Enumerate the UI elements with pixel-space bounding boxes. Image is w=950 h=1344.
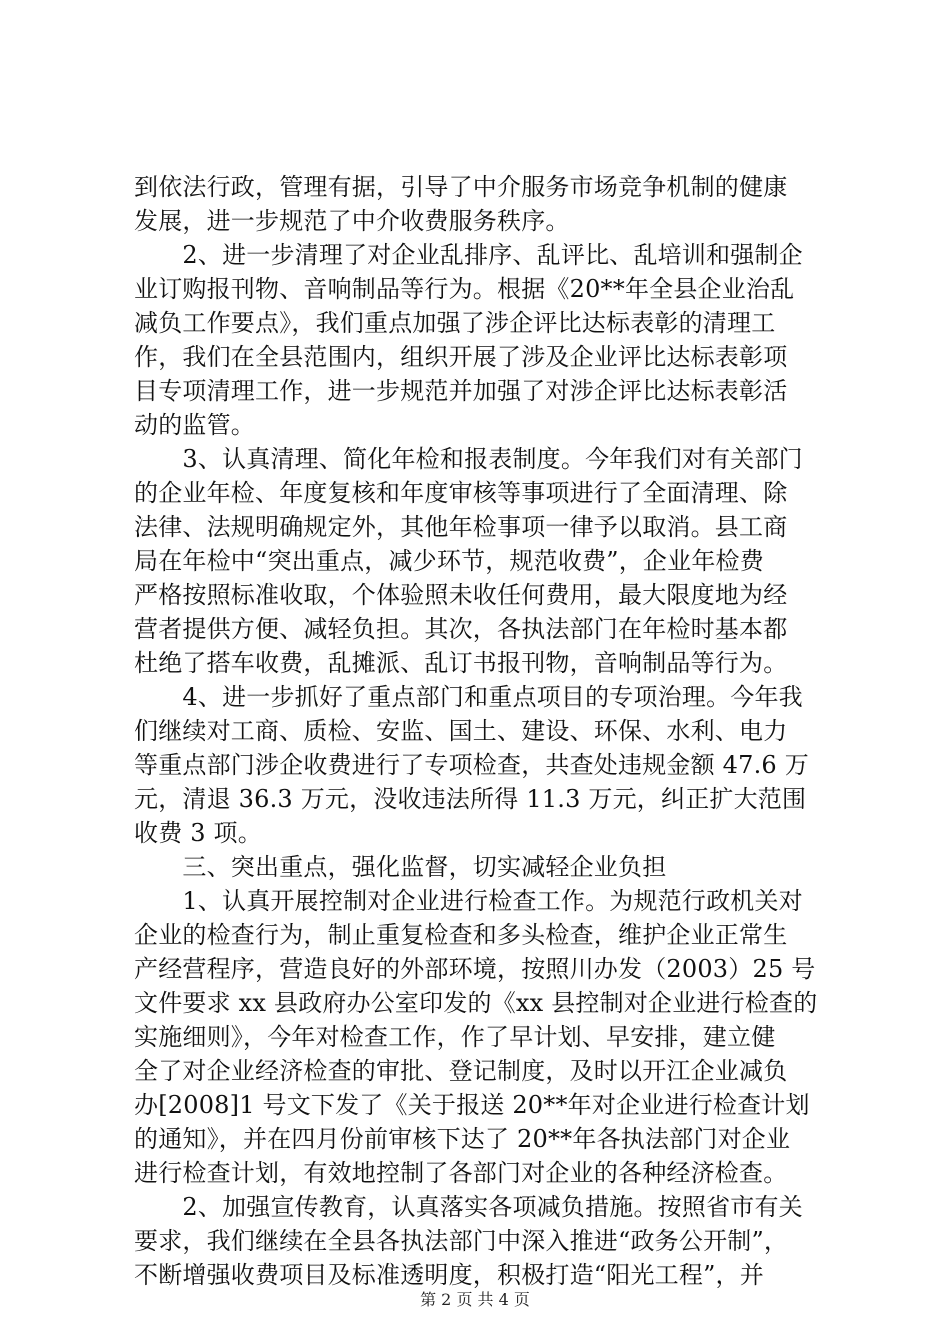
section-heading: 三、突出重点，强化监督，切实减轻企业负担 [134, 853, 667, 881]
text-line: 2、加强宣传教育，认真落实各项减负措施。按照省市有关 [134, 1193, 803, 1221]
text-line: 营者提供方便、减轻负担。其次，各执法部门在年检时基本都 [134, 615, 788, 643]
text-line: 产经营程序，营造良好的外部环境，按照川办发（2003）25 号 [134, 955, 816, 983]
text-line: 1、认真开展控制对企业进行检查工作。为规范行政机关对 [134, 887, 803, 915]
text-line: 等重点部门涉企收费进行了专项检查，共查处违规金额 47.6 万 [134, 751, 809, 779]
text-line: 严格按照标准收取，个体验照未收任何费用，最大限度地为经 [134, 581, 788, 609]
text-line: 局在年检中“突出重点，减少环节，规范收费”，企业年检费 [134, 547, 764, 575]
text-line: 2、进一步清理了对企业乱排序、乱评比、乱培训和强制企 [134, 241, 803, 269]
text-line: 们继续对工商、质检、安监、国土、建设、环保、水利、电力 [134, 717, 788, 745]
text-line: 杜绝了搭车收费，乱摊派、乱订书报刊物，音响制品等行为。 [134, 649, 788, 677]
text-line: 业订购报刊物、音响制品等行为。根据《20**年全县企业治乱 [134, 275, 795, 303]
text-line: 减负工作要点》，我们重点加强了涉企评比达标表彰的清理工 [134, 309, 776, 337]
text-line: 企业的检查行为，制止重复检查和多头检查，维护企业正常生 [134, 921, 788, 949]
text-line: 目专项清理工作，进一步规范并加强了对涉企评比达标表彰活 [134, 377, 788, 405]
text-line: 4、进一步抓好了重点部门和重点项目的专项治理。今年我 [134, 683, 803, 711]
text-line: 进行检查计划，有效地控制了各部门对企业的各种经济检查。 [134, 1159, 788, 1187]
text-line: 全了对企业经济检查的审批、登记制度，及时以开江企业减负 [134, 1057, 788, 1085]
text-line: 的通知》，并在四月份前审核下达了 20**年各执法部门对企业 [134, 1125, 791, 1153]
text-line: 收费 3 项。 [134, 819, 262, 847]
text-line: 3、认真清理、简化年检和报表制度。今年我们对有关部门 [134, 445, 803, 473]
text-line: 到依法行政，管理有据，引导了中介服务市场竞争机制的健康 [134, 173, 788, 201]
text-line: 法律、法规明确规定外，其他年检事项一律予以取消。县工商 [134, 513, 788, 541]
page-number-footer: 第 2 页 共 4 页 [420, 1290, 530, 1309]
text-line: 要求，我们继续在全县各执法部门中深入推进“政务公开制”， [134, 1227, 789, 1255]
text-line: 文件要求 xx 县政府办公室印发的《xx 县控制对企业进行检查的 [134, 989, 818, 1017]
text-line: 办[2008]1 号文下发了《关于报送 20**年对企业进行检查计划 [134, 1091, 810, 1119]
text-line: 的企业年检、年度复核和年度审核等事项进行了全面清理、除 [134, 479, 788, 507]
text-line: 元，清退 36.3 万元，没收违法所得 11.3 万元，纠正扩大范围 [134, 785, 807, 813]
document-body [134, 170, 834, 1292]
text-line: 发展，进一步规范了中介收费服务秩序。 [134, 207, 570, 235]
text-line: 作，我们在全县范围内，组织开展了涉及企业评比达标表彰项 [134, 343, 788, 371]
text-line: 不断增强收费项目及标准透明度，积极打造“阳光工程”，并 [134, 1261, 764, 1289]
text-line: 实施细则》，今年对检查工作，作了早计划、早安排，建立健 [134, 1023, 776, 1051]
text-line: 动的监管。 [134, 411, 255, 439]
